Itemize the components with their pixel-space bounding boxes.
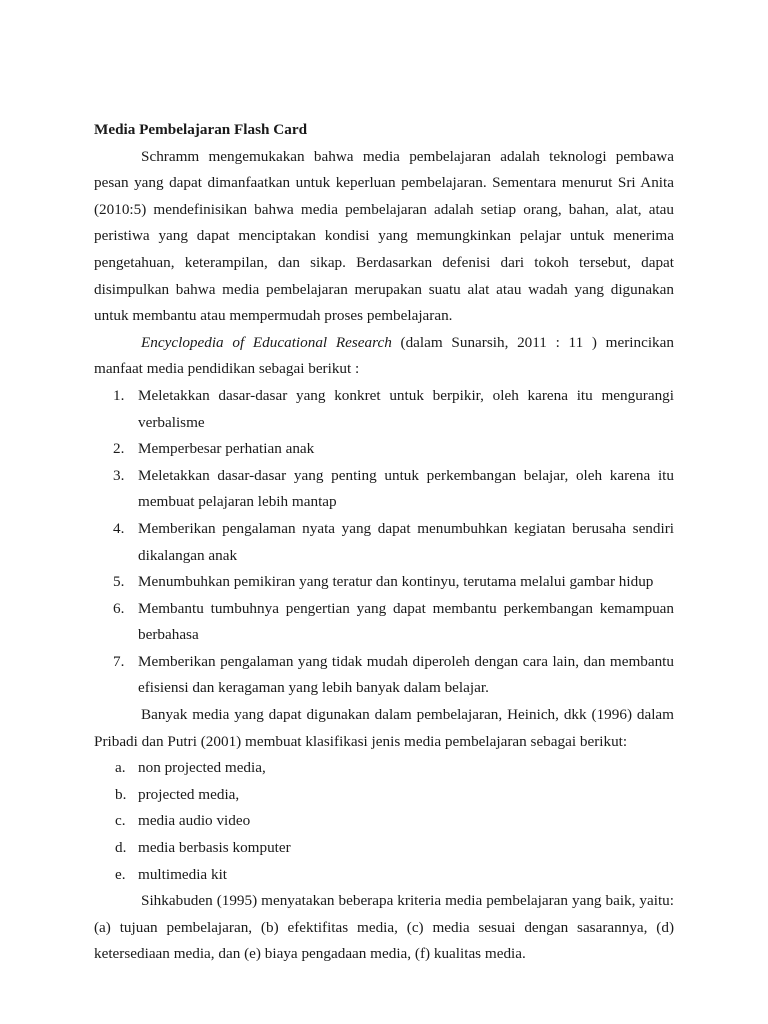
list-item-text: multimedia kit (138, 865, 228, 883)
list-item-text: Membantu tumbuhnya pengertian yang dapat membantu perkembangan kemampuan berbahasa (138, 599, 674, 644)
list-marker: 6. (113, 599, 125, 617)
list-item (94, 383, 674, 436)
list-item-text: projected media, (138, 785, 240, 803)
list-item (94, 463, 674, 516)
paragraph-benefits-intro-text: (dalam Sunarsih, 2011 : 11 ) merincikan manfaat media pendidikan sebagai berikut : (94, 333, 674, 378)
citation-title: Encyclopedia of Educational Research (141, 333, 392, 351)
list-marker: b. (115, 785, 127, 803)
list-item (94, 808, 674, 835)
document-page (94, 117, 674, 968)
list-item-text: media berbasis komputer (138, 839, 291, 857)
list-item-text: Menumbuhkan pemikiran yang teratur dan kontinyu, terutama melalui gambar hidup (138, 573, 654, 591)
list-item-text: Memberikan pengalaman yang tidak mudah diperoleh dengan cara lain, dan membantu efisiensi dan keragaman yang lebih banyak dalam belajar. (138, 652, 674, 697)
list-item (94, 569, 674, 596)
list-marker: c. (115, 812, 126, 830)
list-marker: 5. (113, 573, 125, 591)
list-item (94, 835, 674, 862)
list-marker: e. (115, 865, 126, 883)
list-item-text: Meletakkan dasar-dasar yang konkret untuk berpikir, oleh karena itu mengurangi verbalisme (138, 386, 674, 431)
list-item (94, 436, 674, 463)
list-marker: 1. (113, 386, 125, 404)
list-item (94, 649, 674, 702)
list-item (94, 782, 674, 809)
list-item (94, 755, 674, 782)
list-item-text: Memperbesar perhatian anak (138, 440, 315, 458)
list-marker: 4. (113, 519, 125, 537)
list-marker: d. (115, 839, 127, 857)
list-marker: 2. (113, 440, 125, 458)
media-types-list (94, 755, 674, 888)
paragraph-criteria: Sihkabuden (1995) menyatakan beberapa kriteria media pembelajaran yang baik, yaitu: (a) tujuan pembelajaran, (b) efektifitas media, (c) media sesuai dengan sasarannya, (d) ketersediaan media, dan (e) biaya pengadaan media, (f) kualitas media. (94, 892, 674, 963)
list-item (94, 596, 674, 649)
list-item (94, 516, 674, 569)
list-item-text: non projected media, (138, 759, 266, 777)
paragraph-classification: Banyak media yang dapat digunakan dalam pembelajaran, Heinich, dkk (1996) dalam Pribadi dan Putri (2001) membuat klasifikasi jenis media pembelajaran sebagai berikut: (94, 706, 674, 750)
list-item-text: Meletakkan dasar-dasar yang penting untuk perkembangan belajar, oleh karena itu membuat pelajaran lebih mantap (138, 466, 674, 511)
benefits-list (94, 383, 674, 702)
list-item-text: media audio video (138, 812, 251, 830)
paragraph-definition: Schramm mengemukakan bahwa media pembelajaran adalah teknologi pembawa pesan yang dapat dimanfaatkan untuk keperluan pembelajaran. Sementara menurut Sri Anita (2010:5) mendefinisikan bahwa media pembelajaran adalah setiap orang, bahan, alat, atau peristiwa yang dapat menciptakan kondisi yang memungkinkan pelajar untuk menerima pengetahuan, keterampilan, dan sikap. Berdasarkan defenisi dari tokoh tersebut, dapat disimpulkan bahwa media pembelajaran merupakan suatu alat atau wadah yang digunakan untuk membantu atau mempermudah proses pembelajaran. (94, 147, 674, 325)
list-item-text: Memberikan pengalaman nyata yang dapat menumbuhkan kegiatan berusaha sendiri dikalangan anak (138, 519, 674, 564)
list-marker: 7. (113, 652, 125, 670)
section-heading: Media Pembelajaran Flash Card (94, 121, 308, 138)
list-marker: a. (115, 759, 126, 777)
list-item (94, 862, 674, 889)
paragraph-benefits-intro (94, 330, 674, 383)
list-marker: 3. (113, 466, 125, 484)
